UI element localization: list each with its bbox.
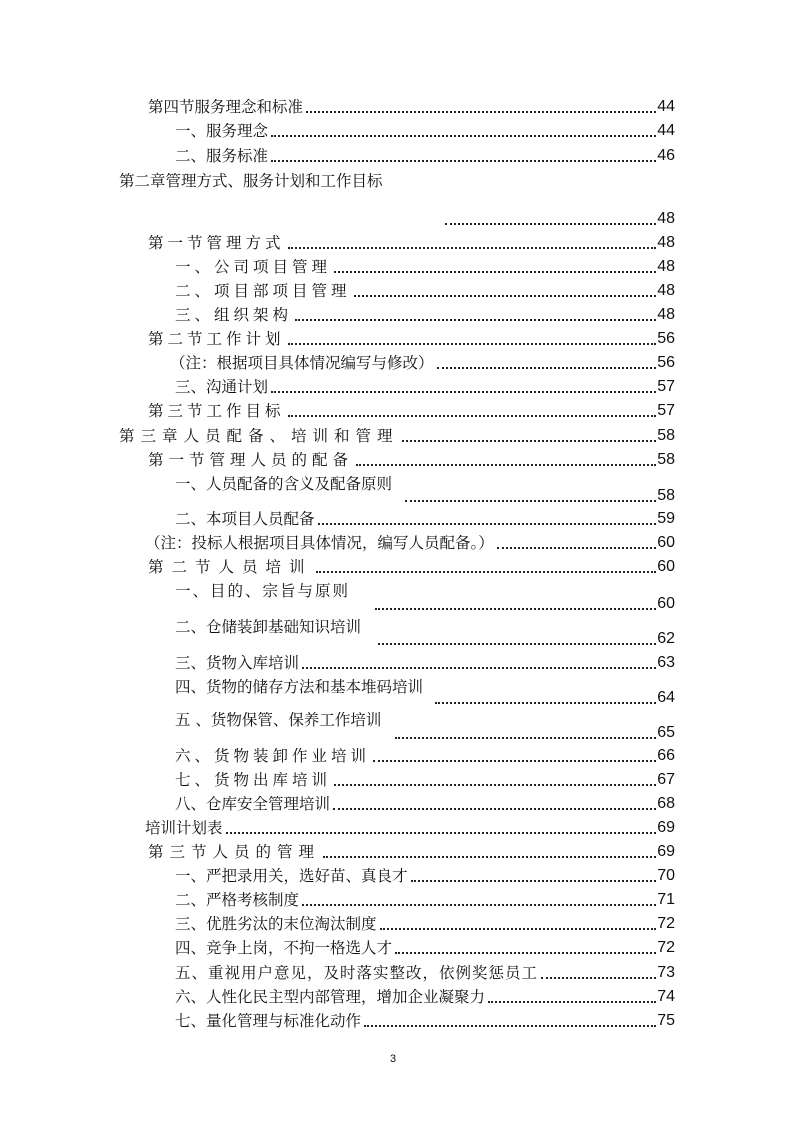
toc-entry[interactable] xyxy=(145,817,675,839)
dot-leader xyxy=(271,145,656,167)
toc-label[interactable]: 第二章管理方式、服务计划和工作目标 xyxy=(119,172,383,190)
toc-label: 六、人性化民主型内部管理，增加企业凝聚力 xyxy=(175,988,486,1006)
toc-page-number: 56 xyxy=(657,354,675,371)
toc-page-number: 74 xyxy=(657,988,675,1005)
dot-leader xyxy=(373,745,656,767)
toc-label[interactable]: 一、人员配备的含义及配备原则 xyxy=(175,475,393,493)
dot-leader xyxy=(488,986,656,1008)
toc-label: 六、货物装卸作业培训 xyxy=(175,747,371,765)
toc-entry[interactable] xyxy=(175,508,675,530)
dot-leader xyxy=(405,485,656,507)
toc-page-number: 66 xyxy=(657,747,675,764)
toc-page-number: 48 xyxy=(657,234,675,251)
toc-entry[interactable] xyxy=(148,328,675,350)
toc-entry[interactable] xyxy=(119,425,675,447)
dot-leader xyxy=(364,1010,656,1032)
dot-leader xyxy=(226,817,657,839)
toc-label[interactable]: 五 、货物保管、保养工作培训 xyxy=(175,711,382,729)
toc-entry[interactable] xyxy=(175,120,675,142)
toc-entry[interactable] xyxy=(148,556,675,578)
dot-leader xyxy=(333,793,656,815)
toc-label: 一、服务理念 xyxy=(175,122,269,140)
dot-leader xyxy=(302,652,656,674)
toc-page-number: 46 xyxy=(657,147,675,164)
toc-entry[interactable] xyxy=(175,376,675,398)
toc-label: 二、项目部项目管理 xyxy=(175,282,351,300)
toc-label: （注：根据项目具体情况编写与修改） xyxy=(170,354,434,372)
toc-entry[interactable] xyxy=(395,722,675,744)
toc-page-number: 72 xyxy=(657,915,675,932)
toc-page-number: 58 xyxy=(657,487,675,504)
dot-leader xyxy=(541,962,656,984)
toc-entry[interactable] xyxy=(378,628,675,650)
toc-page-number: 63 xyxy=(657,654,675,671)
toc-page-number: 48 xyxy=(657,306,675,323)
toc-entry[interactable] xyxy=(170,352,675,374)
toc-page-number: 62 xyxy=(657,630,675,647)
toc-entry[interactable] xyxy=(148,400,675,422)
toc-entry[interactable] xyxy=(148,96,675,118)
dot-leader xyxy=(395,722,656,744)
toc-entry[interactable] xyxy=(148,449,675,471)
toc-label: 一、严把录用关，选好苗、真良才 xyxy=(175,867,408,885)
toc-page-number: 60 xyxy=(657,534,675,551)
toc-page-number: 69 xyxy=(657,819,675,836)
toc-entry[interactable] xyxy=(148,232,675,254)
toc-entry[interactable] xyxy=(175,256,675,278)
dot-leader xyxy=(288,328,657,350)
toc-label: 第二节工作计划 xyxy=(148,330,285,348)
toc-page-number: 58 xyxy=(657,451,675,468)
dot-leader xyxy=(497,532,656,554)
toc-entry[interactable] xyxy=(175,769,675,791)
dot-leader xyxy=(356,449,656,471)
toc-entry[interactable] xyxy=(175,986,675,1008)
toc-page-number: 44 xyxy=(657,122,675,139)
dot-leader xyxy=(354,280,657,302)
toc-entry[interactable] xyxy=(375,593,675,615)
toc-page-number: 70 xyxy=(657,867,675,884)
toc-label: 第一节管理人员的配备 xyxy=(148,451,354,469)
toc-page-number: 44 xyxy=(657,98,675,115)
toc-page-number: 64 xyxy=(657,689,675,706)
toc-label: 第二节人员培训 xyxy=(148,558,313,576)
toc-entry[interactable] xyxy=(175,304,675,326)
toc-entry[interactable] xyxy=(175,280,675,302)
dot-leader xyxy=(271,120,656,142)
toc-label: 七、量化管理与标准化动作 xyxy=(175,1012,362,1030)
toc-page-number: 59 xyxy=(657,510,675,527)
toc-entry[interactable] xyxy=(175,913,675,935)
toc-page-number: 60 xyxy=(657,558,675,575)
toc-page-number: 67 xyxy=(657,771,675,788)
dot-leader xyxy=(435,687,656,709)
toc-label: 培训计划表 xyxy=(145,819,223,837)
toc-entry[interactable] xyxy=(445,208,675,230)
toc-label: 四、竞争上岗，不拘一格选人才 xyxy=(175,939,393,957)
toc-entry[interactable] xyxy=(148,841,675,863)
toc-page-number: 57 xyxy=(657,378,675,395)
toc-entry[interactable] xyxy=(175,962,675,984)
toc-label: 一、公司项目管理 xyxy=(175,258,332,276)
toc-label[interactable]: 四、货物的储存方法和基本堆码培训 xyxy=(175,678,424,696)
toc-page-number: 75 xyxy=(657,1012,675,1029)
dot-leader xyxy=(288,400,657,422)
toc-label[interactable]: 一、目的、宗旨与原则 xyxy=(175,582,351,600)
toc-page-number: 60 xyxy=(657,595,675,612)
dot-leader xyxy=(318,508,657,530)
dot-leader xyxy=(323,841,656,863)
toc-page-number: 56 xyxy=(657,330,675,347)
toc-entry[interactable] xyxy=(145,532,675,554)
toc-label: 第三节人员的管理 xyxy=(148,843,321,861)
toc-label: 第三章人员配备、培训和管理 xyxy=(119,427,399,445)
dot-leader xyxy=(402,425,657,447)
toc-page-number: 73 xyxy=(657,964,675,981)
toc-page-number: 57 xyxy=(657,402,675,419)
dot-leader xyxy=(295,304,656,326)
toc-page-number: 69 xyxy=(657,843,675,860)
toc-page-number: 65 xyxy=(657,724,675,741)
dot-leader xyxy=(445,208,656,230)
page-number: 3 xyxy=(390,1053,397,1065)
toc-label: 三、货物入库培训 xyxy=(175,654,300,672)
toc-entry[interactable] xyxy=(405,485,675,507)
dot-leader xyxy=(437,352,657,374)
dot-leader xyxy=(411,865,657,887)
toc-label: 二、服务标准 xyxy=(175,147,269,165)
toc-page-number: 71 xyxy=(657,891,675,908)
toc-entry[interactable] xyxy=(175,1010,675,1032)
dot-leader xyxy=(288,232,657,254)
toc-page-number: 58 xyxy=(657,427,675,444)
dot-leader xyxy=(302,889,656,911)
toc-entry[interactable] xyxy=(175,937,675,959)
toc-label: 三、优胜劣汰的末位淘汰制度 xyxy=(175,915,377,933)
dot-leader xyxy=(378,628,656,650)
toc-entry[interactable] xyxy=(175,145,675,167)
toc-label: （注：投标人根据项目具体情况，编写人员配备。） xyxy=(145,534,494,552)
toc-label: 八、仓库安全管理培训 xyxy=(175,795,331,813)
toc-page-number: 48 xyxy=(657,210,675,227)
toc-page-number: 68 xyxy=(657,795,675,812)
toc-page-number: 48 xyxy=(657,258,675,275)
dot-leader xyxy=(395,937,656,959)
toc-entry[interactable] xyxy=(435,687,675,709)
toc-label: 二、严格考核制度 xyxy=(175,891,300,909)
toc-label: 三、组织架构 xyxy=(175,306,293,324)
dot-leader xyxy=(334,256,656,278)
toc-entry[interactable] xyxy=(175,745,675,767)
toc-label: 第四节服务理念和标准 xyxy=(148,98,304,116)
toc-entry[interactable] xyxy=(175,889,675,911)
toc-entry[interactable] xyxy=(175,652,675,674)
toc-entry[interactable] xyxy=(175,865,675,887)
toc-page-number: 48 xyxy=(657,282,675,299)
toc-label: 三、沟通计划 xyxy=(175,378,269,396)
toc-label: 五、重视用户意见，及时落实整改，依例奖惩员工 xyxy=(175,964,539,982)
dot-leader xyxy=(271,376,656,398)
toc-label: 第三节工作目标 xyxy=(148,402,285,420)
toc-label: 第一节管理方式 xyxy=(148,234,285,252)
toc-entry[interactable] xyxy=(175,793,675,815)
dot-leader xyxy=(334,769,656,791)
toc-label: 七、货物出库培训 xyxy=(175,771,332,789)
toc-label: 二、本项目人员配备 xyxy=(175,510,315,528)
toc-page-number: 72 xyxy=(657,939,675,956)
dot-leader xyxy=(316,556,657,578)
toc-label[interactable]: 二、仓储装卸基础知识培训 xyxy=(175,618,362,636)
dot-leader xyxy=(306,96,656,118)
dot-leader xyxy=(375,593,656,615)
dot-leader xyxy=(380,913,657,935)
